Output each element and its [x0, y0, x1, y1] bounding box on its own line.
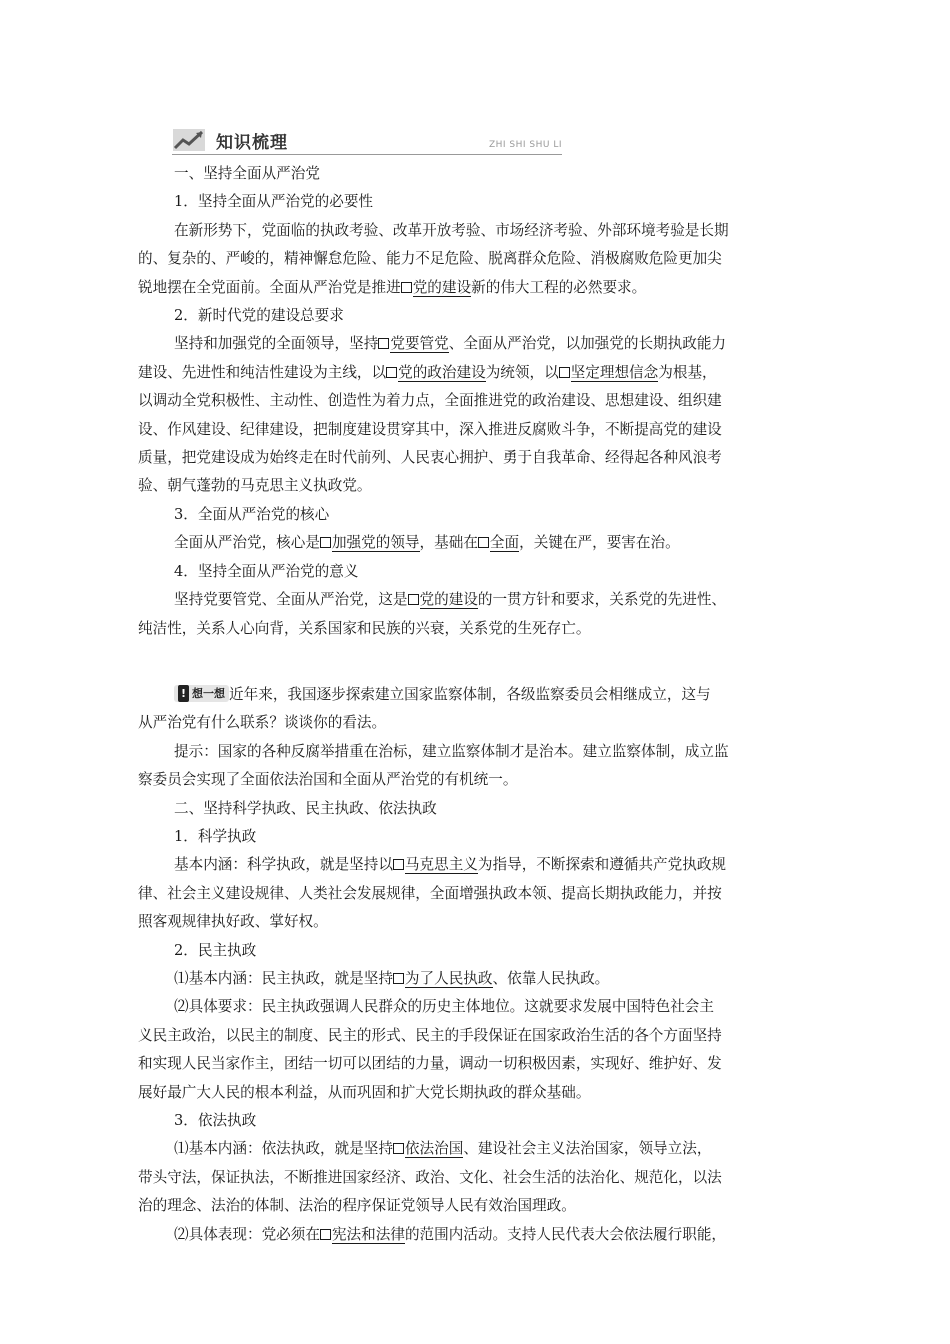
think-question-line: ! 想一想 近年来，我国逐步探索建立国家监察体制，各级监察委员会相继成立，这与 — [138, 681, 818, 709]
blank-box-icon — [408, 594, 419, 605]
blank-box-icon — [393, 1143, 404, 1154]
paragraph-line: 带头守法，保证执法，不断推进国家经济、政治、文化、社会生活的法治化、规范化，以法 — [138, 1168, 722, 1186]
content-body — [138, 160, 818, 1249]
section-heading-2: 二、坚持科学执政、民主执政、依法执政 — [174, 799, 437, 817]
paragraph-line: 照客观规律执好政、掌好权。 — [138, 913, 328, 931]
paragraph-line: 察委员会实现了全面依法治国和全面从严治党的有机统一。 — [138, 771, 518, 789]
blank-box-icon — [320, 1229, 331, 1240]
think-badge: ! 想一想 — [174, 685, 229, 702]
underlined-answer: 党的建设 — [419, 591, 478, 609]
exclamation-icon: ! — [178, 685, 189, 702]
section-header — [172, 126, 562, 158]
chart-trend-icon — [172, 128, 206, 152]
paragraph-line: 的、复杂的、严峻的，精神懈怠危险、能力不足危险、脱离群众危险、消极腐败危险更加尖 — [138, 250, 722, 268]
paragraph-line: 质量，把党建设成为始终走在时代前列、人民衷心拥护、勇于自我革命、经得起各种风浪考 — [138, 449, 722, 467]
header-subtitle: ZHI SHI SHU LI — [488, 140, 562, 150]
paragraph-line: 治的理念、法治的体制、法治的程序保证党领导人民有效治国理政。 — [138, 1197, 576, 1215]
section-heading-1: 一、坚持全面从严治党 — [174, 165, 320, 182]
paragraph-line: 基本内涵：科学执政，就是坚持以 马克思主义为指导，不断探索和遵循共产党执政规 — [174, 856, 727, 874]
underlined-answer: 为了人民执政 — [404, 969, 493, 987]
paragraph-line: 设、作风建设、纪律建设，把制度建设贯穿其中，深入推进反腐败斗争，不断提高党的建设 — [138, 420, 722, 438]
blank-box-icon — [393, 859, 404, 870]
subsection-title: 2．民主执政 — [174, 941, 257, 959]
paragraph-line: 建设、先进性和纯洁性建设为主线，以 党的政治建设为统领，以 坚定理想信念为根基， — [138, 363, 717, 381]
underlined-answer: 依法治国 — [404, 1140, 464, 1158]
underlined-answer: 宪法和法律 — [331, 1225, 405, 1243]
underlined-answer: 加强党的领导 — [331, 534, 420, 552]
paragraph-line: 律、社会主义建设规律、人类社会发展规律，全面增强执政本领、提高长期执政能力，并按 — [138, 884, 722, 902]
paragraph-line: 在新形势下，党面临的执政考验、改革开放考验、市场经济考验、外部环境考验是长期 — [174, 221, 729, 239]
underlined-answer: 党的政治建设 — [398, 363, 486, 381]
paragraph-line: 坚持和加强党的全面领导，坚持 党要管党、全面从严治党，以加强党的长期执政能力 — [174, 335, 727, 353]
paragraph-line: 以调动全党积极性、主动性、创造性为着力点，全面推进党的政治建设、思想建设、组织建 — [138, 392, 722, 410]
header-title: 知识梳理 — [216, 133, 288, 153]
paragraph-line: 坚持党要管党、全面从严治党，这是 党的建设的一贯方针和要求，关系党的先进性、 — [174, 591, 727, 609]
subsection-title: 3．全面从严治党的核心 — [174, 505, 330, 523]
blank-box-icon — [478, 537, 489, 548]
underlined-answer: 党要管党 — [390, 335, 449, 353]
blank-box-icon — [320, 537, 331, 548]
paragraph-line: 展好最广大人民的根本利益，从而巩固和扩大党长期执政的群众基础。 — [138, 1083, 591, 1101]
underlined-answer: 马克思主义 — [404, 856, 478, 874]
paragraph-line: 从严治党有什么联系？谈谈你的看法。 — [138, 714, 387, 732]
paragraph-line: ⑵具体要求：民主执政强调人民群众的历史主体地位。这就要求发展中国特色社会主 — [174, 998, 714, 1016]
underlined-answer: 坚定理想信念 — [570, 363, 659, 381]
paragraph-line: ⑵具体表现：党必须在 宪法和法律的范围内活动。支持人民代表大会依法履行职能， — [174, 1225, 727, 1243]
paragraph-line: ⑴基本内涵：依法执政，就是坚持 依法治国、建设社会主义法治国家，领导立法， — [174, 1140, 712, 1158]
paragraph-line: ⑴基本内涵：民主执政，就是坚持 为了人民执政、依靠人民执政。 — [174, 969, 610, 987]
spacer — [138, 643, 818, 681]
blank-box-icon — [393, 973, 404, 984]
header-divider — [172, 154, 562, 155]
paragraph-line: 纯洁性，关系人心向背，关系国家和民族的兴衰，关系党的生死存亡。 — [138, 619, 591, 637]
subsection-title: 3．依法执政 — [174, 1112, 257, 1129]
paragraph-line: 全面从严治党，核心是 加强党的领导，基础在 全面，关键在严，要害在治。 — [174, 534, 680, 552]
blank-box-icon — [386, 367, 397, 378]
underlined-answer: 全面 — [489, 534, 520, 552]
subsection-title: 2．新时代党的建设总要求 — [174, 307, 344, 325]
paragraph-line: 提示：国家的各种反腐举措重在治标，建立监察体制才是治本。建立监察体制，成立监 — [174, 742, 729, 760]
subsection-title: 4．坚持全面从严治党的意义 — [174, 562, 359, 580]
underlined-answer: 党的建设 — [412, 278, 472, 296]
paragraph-line: 和实现人民当家作主，团结一切可以团结的力量，调动一切积极因素，实现好、维护好、发 — [138, 1055, 722, 1073]
paragraph-line: 验、朝气蓬勃的马克思主义执政党。 — [138, 477, 372, 495]
paragraph-line: 义民主政治，以民主的制度、民主的形式、民主的手段保证在国家政治生活的各个方面坚持 — [138, 1026, 722, 1044]
subsection-title: 1．坚持全面从严治党的必要性 — [174, 193, 374, 211]
blank-box-icon — [378, 338, 389, 349]
subsection-title: 1．科学执政 — [174, 827, 257, 845]
blank-box-icon — [559, 367, 570, 378]
paragraph-line: 锐地摆在全党面前。全面从严治党是推进 党的建设新的伟大工程的必然要求。 — [138, 278, 647, 296]
blank-box-icon — [401, 282, 412, 293]
